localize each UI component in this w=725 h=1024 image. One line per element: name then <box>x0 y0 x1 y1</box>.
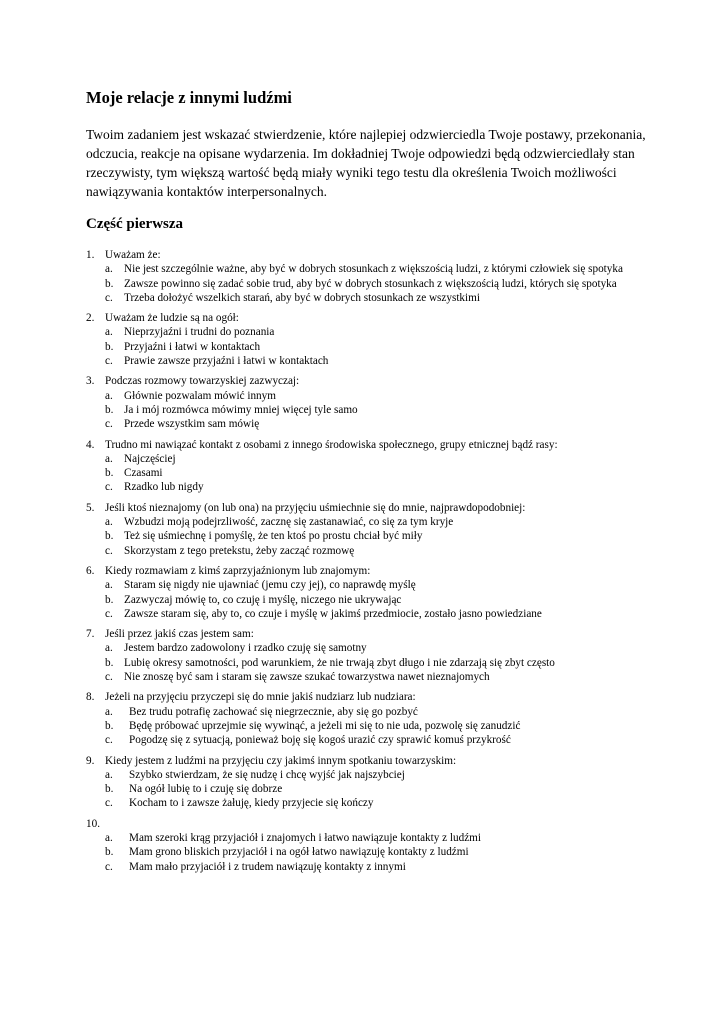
answer-text: Czasami <box>124 467 163 480</box>
answer-text: Trzeba dołożyć wszelkich starań, aby być w dobrych stosunkach ze wszystkimi <box>124 291 480 304</box>
answer-text: Szybko stwierdzam, że się nudzę i chcę wyjść jak najszybciej <box>129 768 405 781</box>
answer-option <box>105 593 646 607</box>
question-number: 6. <box>86 564 95 577</box>
answer-letter: c. <box>105 607 113 620</box>
answer-letter: c. <box>105 355 113 368</box>
answer-letter: b. <box>105 719 114 732</box>
intro-paragraph: Twoim zadaniem jest wskazać stwierdzenie, które najlepiej odzwierciedla Twoje postawy, przekonania, odczucia, reakcje na opisane wydarzenia. Im dokładniej Twoje odpowiedzi będą odzwierciedlały stan rzeczywisty, tym większą wartość będą miały wyniki tego testu dla określenia Twoich możliwości nawiązywania kontaktów interpersonalnych. <box>86 127 646 199</box>
question-number: 7. <box>86 628 95 641</box>
answer-option <box>105 389 646 403</box>
answer-list <box>105 515 646 558</box>
answer-option <box>105 578 646 592</box>
question-text: Uważam że: <box>105 249 161 261</box>
answer-letter: a. <box>105 579 113 592</box>
answer-letter: b. <box>105 783 114 796</box>
answer-option <box>105 480 646 494</box>
question-text: Jeśli ktoś nieznajomy (on lub ona) na przyjęciu uśmiechnie się do mnie, najprawdopodobniej: <box>105 501 526 514</box>
answer-letter: c. <box>105 860 113 873</box>
answer-option <box>105 796 646 810</box>
answer-letter: b. <box>105 277 114 290</box>
answer-option <box>105 641 646 655</box>
answer-option <box>105 262 646 276</box>
question-item <box>86 248 646 305</box>
answer-letter: b. <box>105 340 114 353</box>
answer-text: Mam grono bliskich przyjaciół i na ogół łatwo nawiązuję kontakty z ludźmi <box>129 846 469 859</box>
question-item <box>86 438 646 495</box>
answer-option <box>105 845 646 859</box>
answer-text: Też się uśmiechnę i pomyślę, że ten ktoś po prostu chciał być miły <box>124 530 423 543</box>
question-number: 5. <box>86 501 95 514</box>
answer-text: Bez trudu potrafię zachować się niegrzecznie, aby się go pozbyć <box>129 705 418 718</box>
question-text: Podczas rozmowy towarzyskiej zazwyczaj: <box>105 375 300 388</box>
question-item <box>86 501 646 558</box>
question-text: Jeśli przez jakiś czas jestem sam: <box>105 628 254 641</box>
answer-list <box>105 452 646 495</box>
answer-letter: b. <box>105 656 114 669</box>
question-item <box>86 817 646 874</box>
answer-option <box>105 860 646 874</box>
answer-letter: c. <box>105 734 113 747</box>
question-item <box>86 690 646 747</box>
answer-option <box>105 705 646 719</box>
answer-text: Będę próbować uprzejmie się wywinąć, a jeżeli mi się to nie uda, pozwolę się zanudzić <box>129 719 521 732</box>
answer-option <box>105 354 646 368</box>
answer-option <box>105 607 646 621</box>
answer-option <box>105 529 646 543</box>
question-item <box>86 564 646 621</box>
question-item <box>86 627 646 684</box>
answer-text: Zawsze powinno się zadać sobie trud, aby być w dobrych stosunkach z większością ludzi, których się spotyka <box>124 277 617 290</box>
answer-text: Najczęściej <box>124 452 176 465</box>
answer-letter: a. <box>105 831 113 844</box>
answer-letter: c. <box>105 418 113 431</box>
answer-letter: c. <box>105 671 113 684</box>
answer-text: Wzbudzi moją podejrzliwość, zacznę się zastanawiać, co się za tym kryje <box>124 516 454 529</box>
answer-list <box>105 768 646 811</box>
answer-list <box>105 641 646 684</box>
answer-text: Prawie zawsze przyjaźni i łatwi w kontaktach <box>124 355 329 368</box>
answer-list <box>105 325 646 368</box>
question-text: Kiedy rozmawiam z kimś zaprzyjaźnionym lub znajomym: <box>105 564 371 577</box>
answer-list <box>105 705 646 748</box>
answer-text: Staram się nigdy nie ujawniać (jemu czy jej), co naprawdę myślę <box>124 579 416 592</box>
question-text: Uważam że ludzie są na ogół: <box>105 312 239 325</box>
answer-option <box>105 340 646 354</box>
answer-list <box>105 831 646 874</box>
question-number: 8. <box>86 691 95 704</box>
answer-text: Skorzystam z tego pretekstu, żeby zacząć rozmowę <box>124 544 355 557</box>
answer-letter: b. <box>105 403 114 416</box>
answer-letter: c. <box>105 481 113 494</box>
answer-letter: b. <box>105 530 114 543</box>
answer-text: Nie jest szczególnie ważne, aby być w dobrych stosunkach z większością ludzi, z którymi człowiek się spotyka <box>124 263 623 276</box>
question-number: 2. <box>86 312 95 325</box>
answer-text: Lubię okresy samotności, pod warunkiem, że nie trwają zbyt długo i nie zdarzają się zbyt często <box>124 656 555 669</box>
answer-option <box>105 831 646 845</box>
answer-letter: a. <box>105 326 113 339</box>
answer-text: Jestem bardzo zadowolony i rzadko czuję się samotny <box>124 642 367 655</box>
question-item <box>86 311 646 368</box>
answer-letter: a. <box>105 452 113 465</box>
answer-letter: a. <box>105 642 113 655</box>
answer-text: Nie znoszę być sam i staram się zawsze szukać towarzystwa nawet nieznajomych <box>124 671 490 684</box>
answer-text: Kocham to i zawsze żałuję, kiedy przyjecie się kończy <box>129 797 374 810</box>
question-text <box>105 817 646 831</box>
answer-text: Przyjaźni i łatwi w kontaktach <box>124 340 261 353</box>
answer-text: Mam mało przyjaciół i z trudem nawiązuję kontakty z innymi <box>129 860 406 873</box>
answer-option <box>105 466 646 480</box>
answer-text: Zazwyczaj mówię to, co czuję i myślę, niczego nie ukrywając <box>124 593 402 606</box>
answer-option <box>105 719 646 733</box>
question-item <box>86 754 646 811</box>
answer-option <box>105 291 646 305</box>
answer-letter: b. <box>105 593 114 606</box>
answer-option <box>105 733 646 747</box>
answer-letter: a. <box>105 516 113 529</box>
answer-letter: a. <box>105 705 113 718</box>
question-number: 4. <box>86 438 95 451</box>
answer-letter: b. <box>105 467 114 480</box>
answer-letter: c. <box>105 797 113 810</box>
answer-text: Nieprzyjaźni i trudni do poznania <box>124 326 275 339</box>
answer-option <box>105 452 646 466</box>
answer-letter: a. <box>105 768 113 781</box>
answer-option <box>105 670 646 684</box>
answer-letter: a. <box>105 263 113 276</box>
question-number: 1. <box>86 249 95 261</box>
answer-text: Na ogół lubię to i czuję się dobrze <box>129 783 283 796</box>
answer-text: Rzadko lub nigdy <box>124 481 204 494</box>
answer-letter: b. <box>105 846 114 859</box>
answer-option <box>105 515 646 529</box>
answer-option <box>105 403 646 417</box>
answer-option <box>105 768 646 782</box>
answer-list <box>105 578 646 621</box>
question-number: 3. <box>86 375 95 388</box>
answer-option <box>105 417 646 431</box>
answer-list <box>105 262 646 305</box>
answer-text: Głównie pozwalam mówić innym <box>124 389 276 402</box>
answer-letter: c. <box>105 544 113 557</box>
question-list <box>86 248 646 874</box>
answer-option <box>105 325 646 339</box>
question-number: 10. <box>86 817 100 830</box>
section-title: Część pierwsza <box>86 216 184 232</box>
answer-text: Mam szeroki krąg przyjaciół i znajomych i łatwo nawiązuje kontakty z ludźmi <box>129 831 481 844</box>
document-title: Moje relacje z innymi ludźmi <box>86 88 292 107</box>
answer-option <box>105 782 646 796</box>
answer-letter: a. <box>105 389 113 402</box>
answer-text: Przede wszystkim sam mówię <box>124 418 260 431</box>
answer-text: Ja i mój rozmówca mówimy mniej więcej tyle samo <box>124 403 358 416</box>
answer-option <box>105 544 646 558</box>
question-number: 9. <box>86 754 95 767</box>
answer-option <box>105 277 646 291</box>
answer-text: Zawsze staram się, aby to, co czuje i myślę w jakimś przedmiocie, zostało jasno powiedziane <box>124 607 542 620</box>
document-page <box>86 88 646 880</box>
question-item <box>86 374 646 431</box>
answer-option <box>105 656 646 670</box>
question-text: Jeżeli na przyjęciu przyczepi się do mnie jakiś nudziarz lub nudziara: <box>105 691 416 704</box>
answer-text: Pogodzę się z sytuacją, ponieważ boję się kogoś urazić czy sprawić komuś przykrość <box>129 734 511 747</box>
answer-letter: c. <box>105 291 113 304</box>
answer-list <box>105 389 646 432</box>
question-text: Kiedy jestem z ludźmi na przyjęciu czy jakimś innym spotkaniu towarzyskim: <box>105 754 457 767</box>
question-text: Trudno mi nawiązać kontakt z osobami z innego środowiska społecznego, grupy etnicznej bądź rasy: <box>105 438 558 451</box>
